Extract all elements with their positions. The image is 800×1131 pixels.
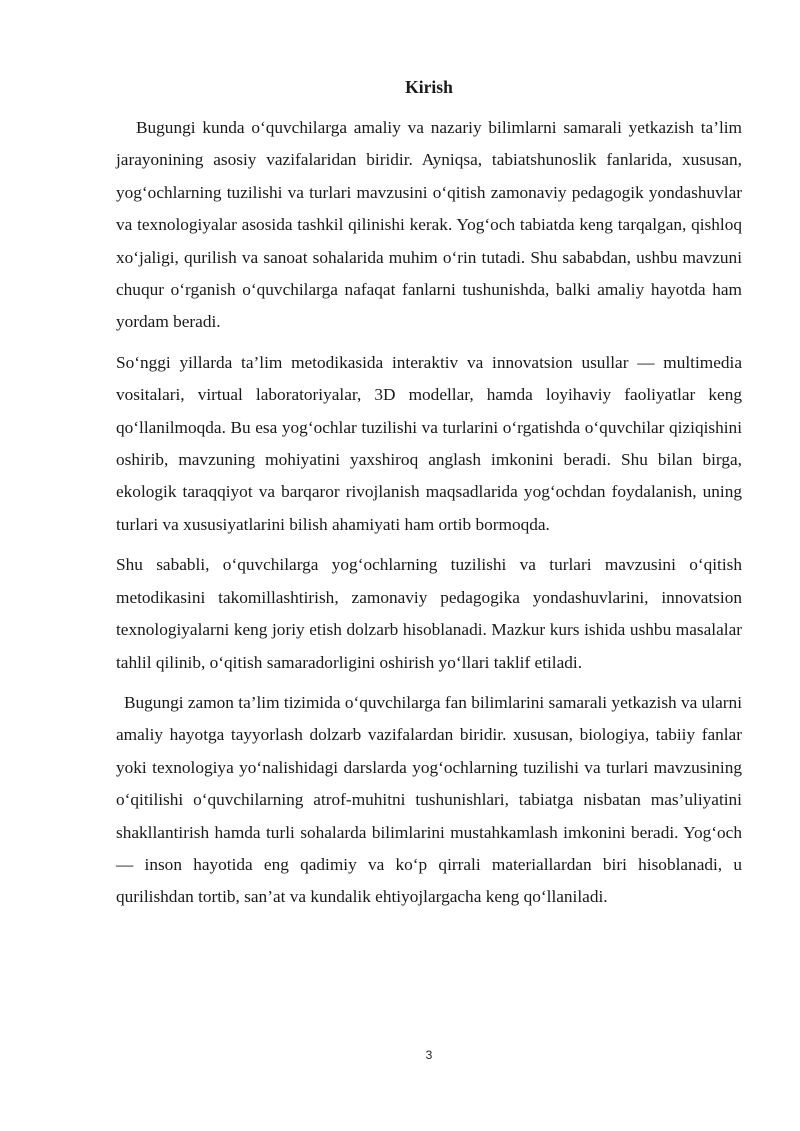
page-number: 3 xyxy=(425,1048,433,1062)
body-text xyxy=(116,112,742,922)
section-heading: Kirish xyxy=(405,77,453,97)
paragraph-1: Bugungi kunda o‘quvchilarga amaliy va nazariy bilimlarni samarali yetkazish ta’lim jarayonining asosiy vazifalaridan biridir. Ayniqsa, tabiatshunoslik fanlarida, xususan, yog‘ochlarning tuzilishi va turlari mavzusini o‘qitish zamonaviy pedagogik yondashuvlar va texnologiyalar asosida tashkil qilinishi kerak. Yog‘och tabiatda keng tarqalgan, qishloq xo‘jaligi, qurilish va sanoat sohalarida muhim o‘rin tutadi. Shu sababdan, ushbu mavzuni chuqur o‘rganish o‘quvchilarga nafaqat fanlarni tushunishda, balki amaliy hayotda ham yordam beradi. xyxy=(116,118,742,332)
paragraph-4: Bugungi zamon ta’lim tizimida o‘quvchilarga fan bilimlarini samarali yetkazish va ularni amaliy hayotga tayyorlash dolzarb vazifalardan biridir. xususan, biologiya, tabiiy fanlar yoki texnologiya yo‘nalishidagi darslarda yog‘ochlarning tuzilishi va turlari mavzusining o‘qitilishi o‘quvchilarning atrof-muhitni tushunishlari, tabiatga nisbatan mas’uliyatini shakllantirish hamda turli sohalarda bilimlarini mustahkamlash imkonini beradi. Yog‘och — inson hayotida eng qadimiy va ko‘p qirrali materiallardan biri hisoblanadi, u qurilishdan tortib, san’at va kundalik ehtiyojlargacha keng qo‘llaniladi. xyxy=(116,692,742,907)
paragraph-2: So‘nggi yillarda ta’lim metodikasida interaktiv va innovatsion usullar — multimedia vositalari, virtual laboratoriyalar, 3D modellar, hamda loyihaviy faoliyatlar keng qo‘llanilmoqda. Bu esa yog‘ochlar tuzilishi va turlarini o‘rgatishda o‘quvchilar qiziqishini oshirib, mavzuning mohiyatini yaxshiroq anglash imkonini beradi. Shu bilan birga, ekologik taraqqiyot va barqaror rivojlanish maqsadlarida yog‘ochdan foydalanish, uning turlari va xususiyatlarini bilish ahamiyati ham ortib bormoqda. xyxy=(116,352,742,534)
paragraph-3: Shu sababli, o‘quvchilarga yog‘ochlarning tuzilishi va turlari mavzusini o‘qitish metodikasini takomillashtirish, zamonaviy pedagogika yondashuvlarini, innovatsion texnologiyalarni keng joriy etish dolzarb hisoblanadi. Mazkur kurs ishida ushbu masalalar tahlil qilinib, o‘qitish samaradorligini oshirish yo‘llari taklif etiladi. xyxy=(116,555,742,672)
